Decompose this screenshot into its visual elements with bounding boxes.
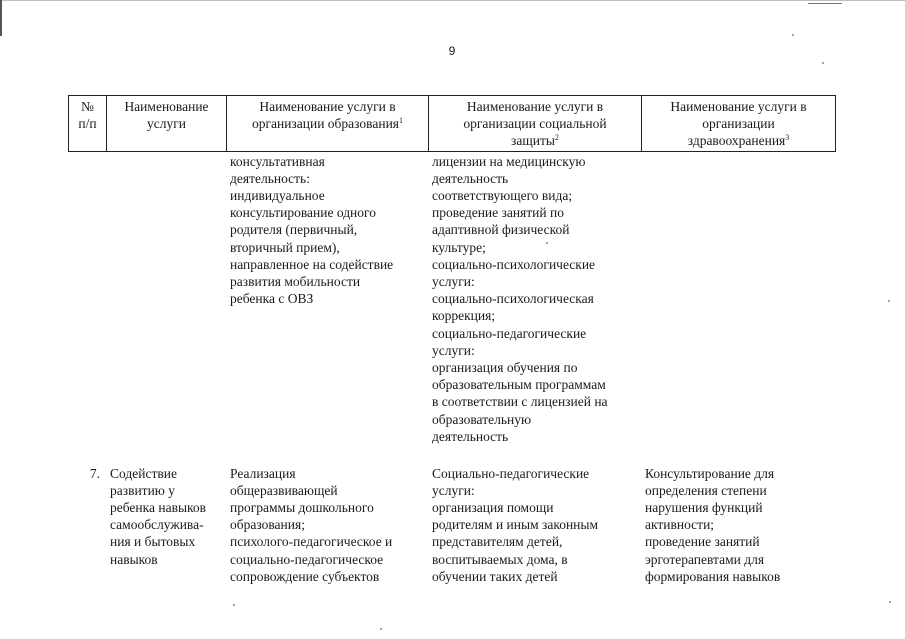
header-health-service: Наименование услуги в организации здравоохранения$^3$ bbox=[642, 96, 836, 152]
row-number: 7. bbox=[89, 465, 100, 481]
education-service-cell: консультативная деятельность: индивидуальное консультирование одного родителя (первичный, вторичный прием), направленное на содействие развития мобильности ребенка с ОВЗ bbox=[230, 153, 394, 307]
health-service-cell bbox=[642, 151, 836, 463]
service-name-cell: Содействие развитию у ребенка навыков самообслужива- ния и бытовых навыков bbox=[110, 465, 207, 567]
scan-speck bbox=[888, 300, 890, 302]
footnote-ref: 1 bbox=[399, 116, 404, 126]
header-social-service: Наименование услуги в организации социальной защиты$^2$ bbox=[429, 96, 642, 152]
social-service-cell: Социально-педагогические услуги: организация помощи родителям и иным законным представителям детей, воспитываемых дома, в обучении таких детей bbox=[432, 465, 599, 584]
footnote-ref: 3 bbox=[785, 133, 790, 143]
table-header-row bbox=[69, 96, 836, 152]
scan-mark bbox=[808, 3, 842, 4]
row-number bbox=[69, 151, 107, 463]
scan-speck bbox=[822, 62, 824, 64]
header-number: № п/п bbox=[69, 96, 107, 152]
education-service-cell: Реализация общеразвивающей программы дошкольного образования; психолого-педагогическое и социально-педагогическое сопровождение субъектов bbox=[230, 465, 393, 584]
scan-speck bbox=[792, 34, 794, 36]
scan-speck bbox=[233, 604, 235, 606]
header-service-name: Наименование услуги bbox=[107, 96, 227, 152]
page-number: 9 bbox=[448, 44, 456, 58]
scan-speck bbox=[889, 601, 891, 603]
scan-speck bbox=[380, 628, 382, 630]
health-service-cell: Консультирование для определения степени нарушения функций активности; проведение занятий эрготерапевтами для формирования навыков bbox=[645, 465, 781, 584]
footnote-ref: 2 bbox=[554, 133, 559, 143]
service-name-cell bbox=[107, 151, 227, 463]
social-service-cell: лицензии на медицинскую деятельность соответствующего вида; проведение занятий по адаптивной физической культуре; социально-психологические услуги: социально-психологическая коррекция; социально-педагогические услуги: организация обучения по образовательным программам в соответствии с лицензией на образовательную деятельность bbox=[432, 153, 608, 444]
header-education-service: Наименование услуги в организации образования$^1$ bbox=[227, 96, 429, 152]
table-row bbox=[69, 151, 836, 463]
scan-edge-top bbox=[0, 0, 905, 1]
table-row bbox=[69, 463, 836, 585]
services-table bbox=[68, 95, 836, 585]
scan-edge-left bbox=[0, 0, 2, 36]
